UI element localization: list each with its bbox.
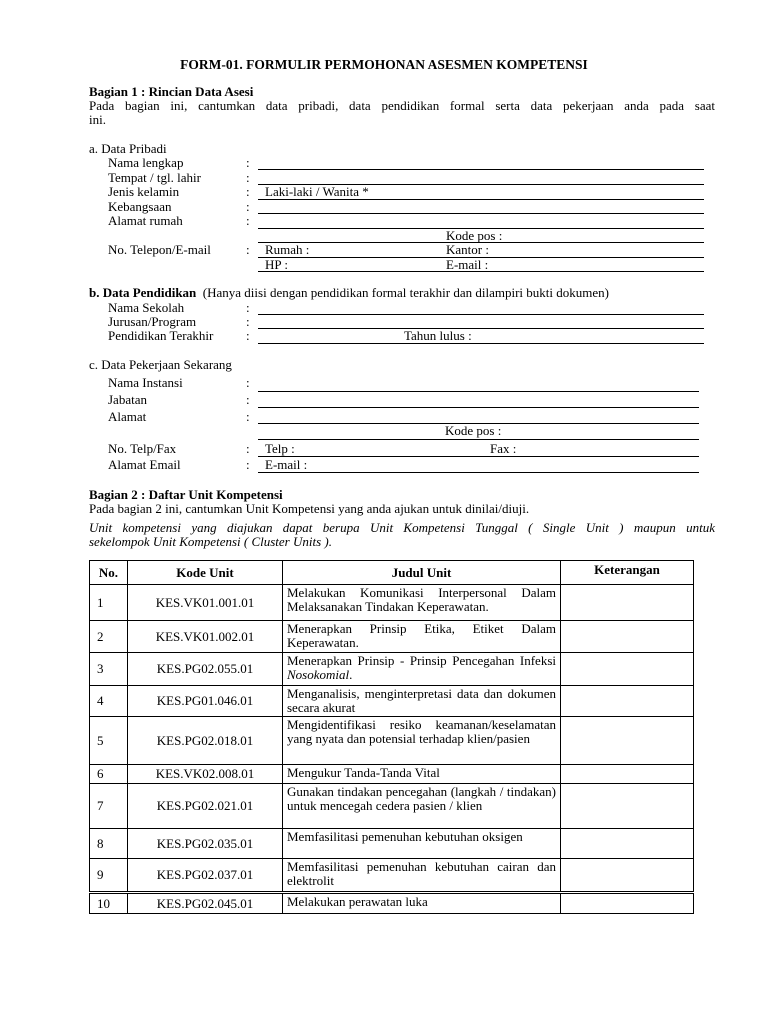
data-pribadi-heading: a. Data Pribadi: [89, 141, 167, 156]
field-jurusan[interactable]: [258, 328, 704, 329]
row-judul: Mengukur Tanda-Tanda Vital: [283, 765, 561, 784]
label-email-kantor: E-mail :: [265, 457, 308, 472]
table-row: [90, 653, 694, 686]
bagian2-heading: Bagian 2 : Daftar Unit Kompetensi: [89, 487, 283, 502]
field-nama-lengkap[interactable]: [258, 169, 704, 170]
label-fax: Fax :: [490, 441, 517, 456]
row-keterangan[interactable]: [561, 585, 694, 621]
table-row: [90, 621, 694, 653]
label-alamat-rumah: Alamat rumah: [108, 213, 183, 228]
bagian1-intro-line2: ini.: [89, 112, 106, 127]
row-judul: Memfasilitasi pemenuhan kebutuhan cairan dan elektrolit: [283, 859, 561, 893]
form-title: FORM-01. FORMULIR PERMOHONAN ASESMEN KOMPETENSI: [180, 57, 588, 72]
row-no: 2: [90, 621, 128, 653]
row-kode: KES.VK01.001.01: [128, 585, 283, 621]
data-pendidikan-note: (Hanya diisi dengan pendidikan formal terakhir dan dilampiri bukti dokumen): [202, 285, 609, 300]
label-alamat-email: Alamat Email: [108, 457, 181, 472]
row-judul: Melakukan perawatan luka: [283, 893, 561, 914]
row-no: 10: [90, 893, 128, 914]
row-kode: KES.VK01.002.01: [128, 621, 283, 653]
label-kode-pos-kantor: Kode pos :: [445, 423, 502, 438]
field-nama-instansi[interactable]: [258, 391, 699, 392]
colon: :: [246, 392, 250, 407]
field-jabatan[interactable]: [258, 407, 699, 408]
table-row: [90, 585, 694, 621]
field-nama-sekolah[interactable]: [258, 314, 704, 315]
label-jabatan: Jabatan: [108, 392, 147, 407]
header-keterangan: Keterangan: [561, 561, 694, 585]
row-no: 3: [90, 653, 128, 686]
row-keterangan[interactable]: [561, 621, 694, 653]
bagian1-intro-line1: Pada bagian ini, cantumkan data pribadi, data pendidikan formal serta data pekerjaan anda pada saat: [89, 98, 715, 113]
row-keterangan[interactable]: [561, 893, 694, 914]
row-judul: Melakukan Komunikasi Interpersonal Dalam Melaksanakan Tindakan Keperawatan.: [283, 585, 561, 621]
row-keterangan[interactable]: [561, 653, 694, 686]
bagian2-italic-line1: Unit kompetensi yang diajukan dapat berupa Unit Kompetensi Tunggal ( Single Unit ) maupun untuk: [89, 520, 715, 535]
label-kode-pos: Kode pos :: [446, 228, 503, 243]
label-no-telepon: No. Telepon/E-mail: [108, 242, 211, 257]
colon: :: [246, 314, 250, 329]
table-row: [90, 893, 694, 914]
colon: :: [246, 300, 250, 315]
row-kode: KES.VK02.008.01: [128, 765, 283, 784]
table-row: [90, 859, 694, 893]
row-keterangan[interactable]: [561, 829, 694, 859]
field-telp-fax[interactable]: [258, 456, 699, 457]
row-judul: Menerapkan Prinsip Etika, Etiket Dalam Keperawatan.: [283, 621, 561, 653]
row-kode: KES.PG02.018.01: [128, 717, 283, 765]
label-jurusan: Jurusan/Program: [108, 314, 197, 329]
table-row: [90, 686, 694, 717]
bagian2-intro: Pada bagian 2 ini, cantumkan Unit Kompetensi yang anda ajukan untuk dinilai/diuji.: [89, 501, 530, 516]
table-row: [90, 717, 694, 765]
row-no: 5: [90, 717, 128, 765]
data-pendidikan-title: b. Data Pendidikan: [89, 285, 197, 300]
row-no: 8: [90, 829, 128, 859]
colon: :: [246, 457, 250, 472]
table-row: [90, 829, 694, 859]
label-rumah: Rumah :: [265, 242, 310, 257]
colon: :: [246, 213, 250, 228]
unit-kompetensi-table: [89, 560, 694, 914]
header-no: No.: [90, 561, 128, 585]
colon: :: [246, 170, 250, 185]
row-kode: KES.PG02.021.01: [128, 784, 283, 829]
label-nama-sekolah: Nama Sekolah: [108, 300, 185, 315]
label-telp: Telp :: [265, 441, 295, 456]
bagian2-italic-line2: sekelompok Unit Kompetensi ( Cluster Units ).: [89, 534, 332, 549]
field-alamat-email[interactable]: [258, 472, 699, 473]
field-pendidikan-terakhir[interactable]: [258, 343, 704, 344]
colon: :: [246, 409, 250, 424]
label-tahun-lulus: Tahun lulus :: [404, 328, 472, 343]
label-hp: HP :: [265, 257, 288, 272]
row-kode: KES.PG02.037.01: [128, 859, 283, 893]
row-no: 6: [90, 765, 128, 784]
label-kantor: Kantor :: [446, 242, 489, 257]
field-hp-email[interactable]: [258, 271, 704, 272]
colon: :: [246, 155, 250, 170]
row-no: 1: [90, 585, 128, 621]
row-judul: Gunakan tindakan pencegahan (langkah / tindakan) untuk mencegah cedera pasien / klien: [283, 784, 561, 829]
field-kode-pos-kantor[interactable]: [258, 439, 699, 440]
row-keterangan[interactable]: [561, 859, 694, 893]
label-nama-lengkap: Nama lengkap: [108, 155, 184, 170]
row-judul: [283, 653, 561, 686]
label-jenis-kelamin: Jenis kelamin: [108, 184, 180, 199]
row-judul: Memfasilitasi pemenuhan kebutuhan oksigen: [283, 829, 561, 859]
table-header-row: [90, 561, 694, 585]
row-kode: KES.PG02.055.01: [128, 653, 283, 686]
row-judul-text: Menerapkan Prinsip - Prinsip Pencegahan Infeksi: [287, 653, 556, 668]
field-jenis-kelamin[interactable]: [258, 199, 704, 200]
label-tempat-tgl-lahir: Tempat / tgl. lahir: [108, 170, 201, 185]
row-keterangan[interactable]: [561, 686, 694, 717]
row-kode: KES.PG02.035.01: [128, 829, 283, 859]
label-email: E-mail :: [446, 257, 489, 272]
row-judul-end: .: [349, 667, 353, 682]
colon: :: [246, 375, 250, 390]
row-judul-italic: Nosokomial: [287, 667, 350, 682]
table-row: [90, 765, 694, 784]
row-kode: KES.PG02.045.01: [128, 893, 283, 914]
header-judul-unit: Judul Unit: [283, 561, 561, 585]
label-pendidikan-terakhir: Pendidikan Terakhir: [108, 328, 214, 343]
row-keterangan[interactable]: [561, 717, 694, 765]
colon: :: [246, 441, 250, 456]
row-no: 7: [90, 784, 128, 829]
label-no-telp-fax: No. Telp/Fax: [108, 441, 177, 456]
colon: :: [246, 328, 250, 343]
label-kebangsaan: Kebangsaan: [108, 199, 172, 214]
row-no: 4: [90, 686, 128, 717]
bagian1-heading: Bagian 1 : Rincian Data Asesi: [89, 84, 254, 99]
label-nama-instansi: Nama Instansi: [108, 375, 183, 390]
colon: :: [246, 184, 250, 199]
row-judul: Mengidentifikasi resiko keamanan/keselamatan yang nyata dan potensial terhadap klien/pasien: [283, 717, 561, 765]
field-kebangsaan[interactable]: [258, 213, 704, 214]
data-pendidikan-heading: [89, 285, 609, 300]
label-alamat: Alamat: [108, 409, 147, 424]
table-row: [90, 784, 694, 829]
row-keterangan[interactable]: [561, 784, 694, 829]
row-keterangan[interactable]: [561, 765, 694, 784]
colon: :: [246, 199, 250, 214]
header-kode-unit: Kode Unit: [128, 561, 283, 585]
row-kode: KES.PG01.046.01: [128, 686, 283, 717]
jenis-kelamin-value: Laki-laki / Wanita *: [265, 184, 369, 199]
row-no: 9: [90, 859, 128, 893]
row-judul: Menganalisis, menginterpretasi data dan dokumen secara akurat: [283, 686, 561, 717]
colon: :: [246, 242, 250, 257]
data-pekerjaan-heading: c. Data Pekerjaan Sekarang: [89, 357, 232, 372]
